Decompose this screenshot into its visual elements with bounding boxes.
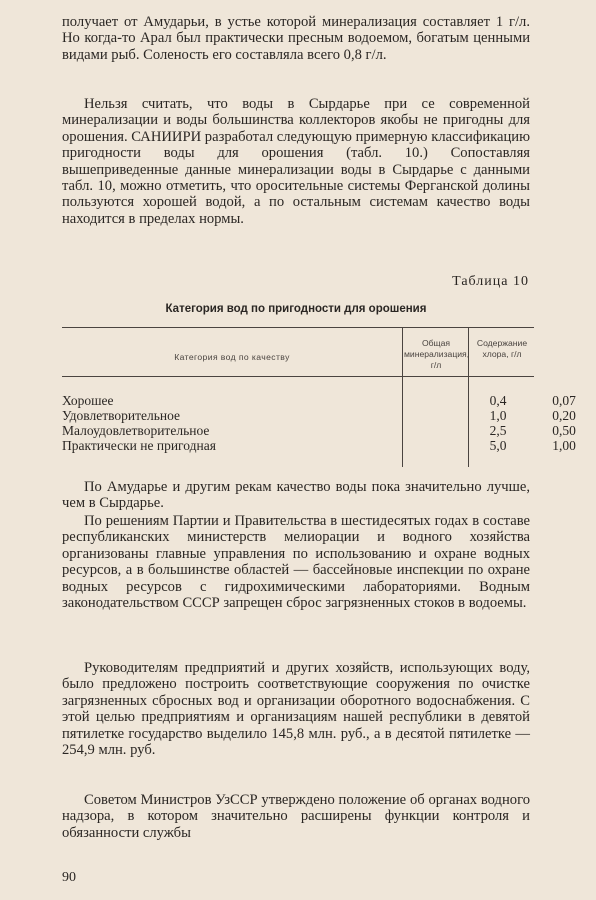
table-cell-category: Хорошее — [62, 393, 114, 408]
table-cell-mineralization: 5,0 — [489, 438, 507, 453]
paragraph-amudarya-quality: По Амударье и другим рекам качество воды пока значительно лучше, чем в Сырдарье. — [62, 479, 530, 512]
table-cell-mineralization: 2,5 — [489, 423, 507, 438]
table-cell-chlorine: 0,50 — [552, 423, 576, 438]
table-cell-category: Удовлетворительное — [62, 408, 181, 423]
table-cell-chlorine: 1,00 — [552, 438, 576, 453]
table-row — [62, 423, 576, 438]
table-cell-mineralization: 1,0 — [489, 408, 507, 423]
table-cell-chlorine: 0,20 — [552, 408, 576, 423]
table-title: Категория вод по пригодности для орошения — [165, 303, 427, 315]
paragraph-treatment-funding: Руководителям предприятий и других хозяйств, использующих воду, было предложено построить соответствующие сооружения по очистке загрязненных сбросных вод и организации оборотного водоснабжения. С этой целью предприятиям и организациям нашей республики в девятой пятилетке государство выделило 145,8 млн. руб., а в десятой пятилетке — 254,9 млн. руб. — [62, 660, 530, 759]
paragraph-water-protection: По решениям Партии и Правительства в шестидесятых годах в составе республиканских министерств мелиорации и водного хозяйства организованы главные управления по использованию и охране водных ресурсов, а в большинстве областей — бассейновые инспекции по охране водных ресурсов с гидрохимическими лабораториями. Водным законодательством СССР запрещен сброс загрязненных стоков в водоемы. — [62, 513, 530, 612]
table-cell-category: Практически не пригодная — [62, 438, 216, 453]
table-header-chlorine: Содержание хлора, г/л — [476, 338, 528, 359]
table-header-category: Категория вод по качеству — [174, 352, 290, 362]
table-row — [62, 393, 576, 408]
table-header-rule — [62, 376, 534, 377]
table-row — [62, 438, 576, 453]
table-number: Таблица 10 — [452, 274, 529, 289]
table-cell-category: Малоудовлетворительное — [62, 423, 210, 438]
paragraph-water-supervision: Советом Министров УзССР утверждено положение об органах водного надзора, в котором значительно расширены функции контроля и обязанности службы — [62, 792, 530, 841]
paragraph-aral-salinity: получает от Амударьи, в устье которой минерализация составляет 1 г/л. Но когда-то Арал был практически пресным водоемом, богатым ценными видами рыб. Соленость его составляла всего 0,8 г/л. — [62, 14, 530, 63]
table-top-rule — [62, 327, 534, 328]
table-row — [62, 408, 576, 423]
page-number: 90 — [62, 870, 76, 885]
table-cell-mineralization: 0,4 — [489, 393, 507, 408]
table-header-mineralization: Общая минерализация, г/л — [404, 338, 470, 370]
table-cell-chlorine: 0,07 — [552, 393, 576, 408]
paragraph-syrdarya-quality: Нельзя считать, что воды в Сырдарье при се современной минерализации и воды большинства коллекторов якобы не пригодны для орошения. САНИИРИ разработал следующую примерную классификацию пригодности воды для орошения (табл. 10.) Сопоставляя вышеприведенные данные минерализации воды в Сырдарье с данными табл. 10, можно отметить, что оросительные системы Ферганской долины пользуются хорошей водой, а по остальным системам качество воды находится в пределах нормы. — [62, 96, 530, 227]
